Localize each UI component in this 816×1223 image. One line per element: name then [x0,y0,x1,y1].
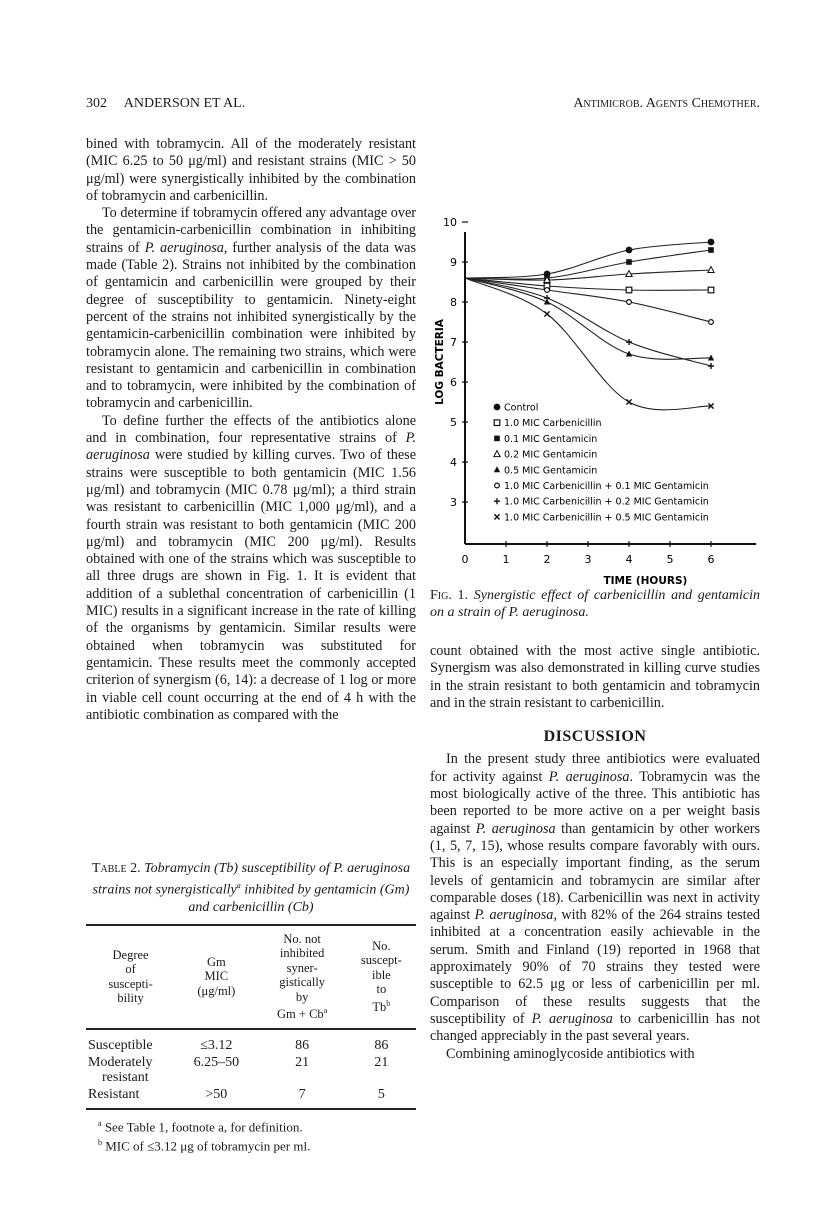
legend-label: 1.0 MIC Carbenicillin + 0.5 MIC Gentamicin [504,512,709,524]
species-name: P. aeruginosa [474,907,554,924]
cell-susceptible-tb: 86 [374,1037,389,1053]
legend-label: 0.1 MIC Gentamicin [504,433,598,445]
legend-label: 1.0 MIC Carbenicillin [504,418,602,430]
paragraph [430,751,760,1045]
legend-label: 1.0 MIC Carbenicillin + 0.1 MIC Gentamicin [504,481,709,492]
paragraph [86,205,416,413]
authors: ANDERSON ET AL. [123,96,246,111]
species-name: P. aeruginosa [531,1010,613,1027]
column-header-gm-mic: Gm MIC (μg/ml) [197,954,236,998]
data-series [465,247,714,281]
y-tick-label: 5 [450,416,457,429]
figure-1 [420,130,800,600]
cell-gm-mic: ≤3.12 [200,1037,233,1053]
legend-item [495,481,709,492]
cell-gm-mic: >50 [205,1086,228,1102]
text-run: , with 82% of the 264 strains tested inhibited at a concentration easily achievable in the serum. Smith and Finland (19) reported in 1968 that approximately 90% of 70 strains they tested were susceptible to 62.5 μg or less of carbenicillin per ml. Comparison of these results suggests that the susceptibility of [430,907,761,1027]
text-run: than gentamicin by other workers (1, 5, 7, 15), whose results compare favorably with ours. This is an especially important finding, as the serum levels of gentamicin and tobramycin are similar after comparable doses (18). Carbenicillin was next in activity against [430,820,761,924]
figure-label: Fig. 1. [430,588,469,603]
x-tick-label: 6 [707,553,715,566]
text-run: , further analysis of the data was made (Table 2). Strains not inhibited by the combination of gentamicin and carbenicillin were grouped by their degree of susceptibility to gentamicin. Ninety-eight percent of the strains not inhibited synergistically by the gentamicin-carbenicillin combination were inhibited by tobramycin alone. The remaining two strains, which were resistant to gentamicin and carbenicillin in combination and to tobramycin, were inhibited by the combination of tobramycin and carbenicillin. [86,239,416,412]
y-axis-label: LOG BACTERIA [434,319,446,405]
cell-not-inhibited: 7 [298,1086,306,1102]
degree-line: resistant [102,1069,149,1085]
line-chart [420,130,800,590]
column-header-susceptible-tb: No. suscept- ible to Tb$^b$ [360,938,402,1015]
caption-text: Tobramycin (Tb) susceptibility of P. aeruginosa strains not synergistically [92,861,411,898]
data-table [86,924,416,1110]
y-tick-label: 10 [443,216,457,229]
table-2 [86,860,416,1154]
footnote-mark: a [236,881,241,890]
cell-gm-mic: 6.25–50 [193,1054,240,1070]
legend-label: 1.0 MIC Carbenicillin + 0.2 MIC Gentamicin [504,496,709,508]
legend-label: Control [504,402,539,414]
legend-item [494,497,709,508]
page-number: 302 [86,96,107,111]
legend-item [494,512,708,523]
x-tick-label: 3 [584,553,592,566]
paragraph [86,413,416,724]
cell-susceptible-tb: 21 [374,1054,389,1070]
caption-text: inhibited by gentamicin (Gm) and carbenicillin (Cb) [188,882,410,915]
legend-item [494,434,597,445]
x-tick-label: 2 [543,553,551,566]
footnote [98,1135,416,1154]
figure-caption [430,587,760,621]
data-series [465,267,714,283]
cell-not-inhibited: 86 [295,1037,310,1053]
journal-name: Antimicrob. Agents Chemother. [573,96,760,111]
x-axis-label: TIME (HOURS) [603,575,688,587]
y-tick-label: 4 [450,456,457,469]
y-tick-label: 9 [450,256,457,269]
y-tick-label: 8 [450,296,457,309]
figure-caption-text: Synergistic effect of carbenicillin and gentamicin on a strain of P. aeruginosa. [430,588,760,620]
legend-item [494,450,598,461]
text-run: . Tobramycin was the most biologically active of the three. This antibiotic has been reported to be more active on a per weight basis against [430,768,760,837]
y-tick-label: 3 [450,496,457,509]
footnote-text: See Table 1, footnote a, for definition. [101,1119,303,1135]
footnote-text: MIC of ≤3.12 μg of tobramycin per ml. [102,1138,311,1154]
legend-item [494,403,539,414]
legend-item [494,465,598,476]
right-column [430,643,760,1063]
paragraph: bined with tobramycin. All of the moderately resistant (MIC 6.25 to 50 μg/ml) and resistant strains (MIC > 50 μg/ml) were synergistically inhibited by the combination of tobramycin and carbenicillin. [86,136,416,204]
table-caption [86,860,416,916]
data-series [465,278,714,410]
table-row [86,1086,416,1109]
data-series [465,278,713,324]
paragraph: count obtained with the most active single antibiotic. Synergism was also demonstrated in killing curve studies in the strain resistant to both gentamicin and tobramycin and in the strain resistant to carbenicillin. [430,643,760,711]
footnote-mark: a [98,1118,102,1128]
degree-line: Moderately [88,1054,153,1070]
legend-label: 0.5 MIC Gentamicin [504,465,598,477]
cell-not-inhibited: 21 [295,1054,310,1070]
column-header-degree: Degree of suscepti- bility [108,947,153,1006]
section-heading: DISCUSSION [543,728,647,746]
x-tick-label: 4 [625,553,633,566]
table-header-row [86,925,416,1029]
text-run: were studied by killing curves. Two of these strains were susceptible to both gentamicin (MIC 1.56 μg/ml) and tobramycin (MIC 0.78 μg/ml); a third strain was resistant to carbenicillin (MIC 1,000 μg/ml), and a fourth strain was resistant to both gentamicin (MIC 200 μg/ml) and tobramycin (MIC 200 μg/ml). Results obtained with one of the strains which was susceptible to all three drugs are shown in Fig. 1. It is evident that addition of a sublethal concentration of carbenicillin (1 MIC) results in a significant increase in the rate of killing of the organisms by gentamicin. Similar results were obtained when tobramycin was substituted for gentamicin. These results meet the commonly accepted criterion of synergism (6, 14): a decrease of 1 log or more in viable cell count occurring at the end of 4 h with the antibiotic combination as compared with the [86,447,416,723]
table-row [86,1029,416,1054]
cell-degree: Resistant [88,1086,140,1102]
y-tick-label: 7 [450,336,457,349]
running-head [86,96,760,116]
text-run: to carbenicillin has not changed appreciably in the past several years. [430,1010,761,1045]
x-tick-label: 5 [666,553,674,566]
cell-degree: Susceptible [88,1037,153,1053]
left-column [86,136,416,724]
cell-susceptible-tb: 5 [377,1086,385,1102]
x-tick-label: 0 [461,553,469,566]
legend-label: 0.2 MIC Gentamicin [504,449,598,461]
x-tick-label: 1 [502,553,510,566]
species-name: P. aeruginosa [144,239,224,256]
text-run: To determine if tobramycin offered any advantage over the gentamicin-carbenicillin combination in inhibiting strains of [86,205,416,256]
text-run: To define further the effects of the antibiotics alone and in combination, four representative strains of [86,412,416,447]
table-label: Table 2. [91,861,141,876]
species-name: P. aeruginosa [86,430,416,464]
footnote-mark: b [98,1138,102,1148]
species-name: P. aeruginosa [548,768,630,785]
column-header-not-inhibited: No. not inhibited syner- gistically by $Gm + Cb^a$ [277,931,328,1022]
legend-item [494,418,601,429]
running-head-left [86,96,245,112]
text-run: In the present study three antibiotics were evaluated for activity against [430,751,760,785]
table-footnotes [86,1116,416,1155]
species-name: P. aeruginosa [475,820,556,837]
y-tick-label: 6 [450,376,457,389]
paragraph: Combining aminoglycoside antibiotics with [446,1045,695,1062]
footnote [98,1116,416,1135]
table-row [86,1054,416,1086]
cell-degree [86,1054,175,1086]
